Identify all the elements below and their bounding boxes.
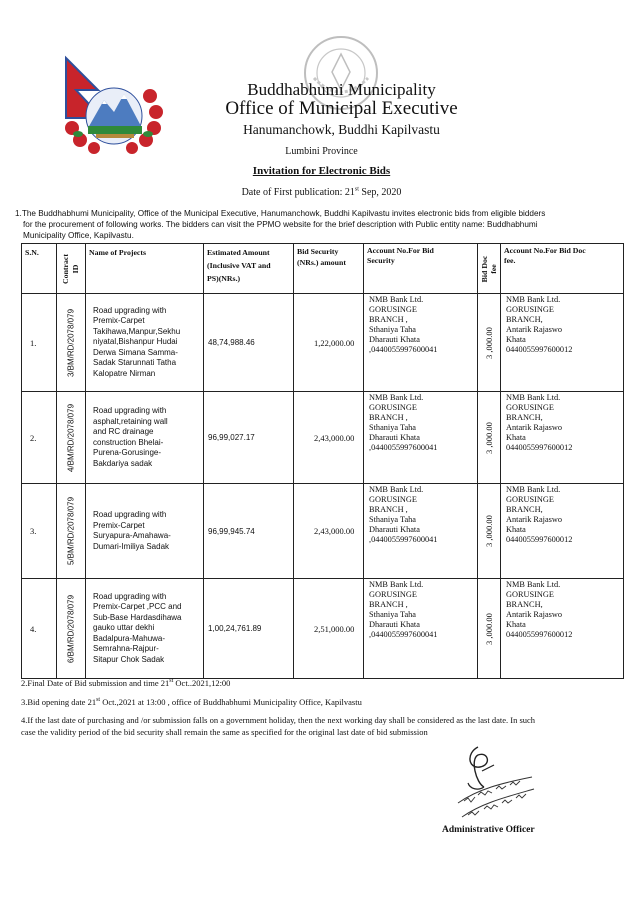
account-line: NMB Bank Ltd. <box>369 295 424 304</box>
header-doc-fee-line2: fee <box>489 263 498 274</box>
cell-project-name <box>86 294 204 392</box>
table-header-row <box>22 244 624 294</box>
intro-paragraph <box>15 208 627 241</box>
contract-id-text: 4/BM/RD/2078/079 <box>66 403 76 472</box>
project-name-line: gauko uttar dekhi <box>93 623 155 633</box>
intro-line-1: 1.The Buddhabhumi Municipality, Office of the Municipal Executive, Hanumanchowk, Buddhi Kapilvastu invites electronic bids from eligible bidders <box>15 209 546 218</box>
cell-account-doc-fee <box>501 294 624 392</box>
doc-account-line: BRANCH, <box>506 505 543 514</box>
project-name-line: Semrahna-Rajpur- <box>93 644 159 654</box>
doc-fee-text: 3 ,000.00 <box>484 421 494 454</box>
cell-sn: 2. <box>22 392 57 484</box>
doc-account-line: BRANCH, <box>506 600 543 609</box>
cell-account-bid-security <box>364 392 478 484</box>
doc-account-line: 0440055997600012 <box>506 630 573 639</box>
account-line: NMB Bank Ltd. <box>369 485 424 494</box>
header-security-line1: Bid Security <box>297 247 339 256</box>
header-account-bid-line1: Account No.For Bid <box>367 246 434 255</box>
project-name-line: Kalopatre Nirman <box>93 368 156 378</box>
project-name-line: Road upgrading with <box>93 406 167 415</box>
cell-bid-security: 2,51,000.00 <box>294 579 364 679</box>
note-final-submission-date <box>21 677 629 689</box>
header-estimated-amount <box>204 244 294 294</box>
doc-account-line: 0440055997600012 <box>506 535 573 544</box>
account-line: BRANCH , <box>369 505 408 514</box>
doc-account-line: GORUSINGE <box>506 590 554 599</box>
note-2-sup: st <box>96 697 101 704</box>
cell-bid-security: 2,43,000.00 <box>294 484 364 579</box>
account-line: BRANCH , <box>369 315 408 324</box>
account-line: ,0440055997600041 <box>369 535 438 544</box>
doc-account-line: NMB Bank Ltd. <box>506 580 561 589</box>
header-bid-security <box>294 244 364 294</box>
doc-account-line: BRANCH, <box>506 413 543 422</box>
project-name-line: Sub-Base Hardasdihawa <box>93 612 182 622</box>
header-security-line2: (NRs.) amount <box>297 258 346 267</box>
table-row <box>22 392 624 484</box>
doc-account-line: NMB Bank Ltd. <box>506 295 561 304</box>
account-line: NMB Bank Ltd. <box>369 393 424 402</box>
account-line: ,0440055997600041 <box>369 443 438 452</box>
doc-account-line: Antarik Rajaswo <box>506 423 562 432</box>
header-contract-id-line1: Contract <box>61 253 70 284</box>
project-name-line: Purena-Gorusinge- <box>93 448 162 457</box>
cell-bid-doc-fee <box>478 294 501 392</box>
header-sn: S.N. <box>22 244 57 294</box>
doc-account-line: Khata <box>506 620 526 629</box>
account-line: BRANCH , <box>369 600 408 609</box>
cell-contract-id <box>57 484 86 579</box>
account-line: BRANCH , <box>369 413 408 422</box>
account-line: GORUSINGE <box>369 495 417 504</box>
account-line: Sthaniya Taha <box>369 610 416 619</box>
account-line: Dharauti Khata <box>369 433 420 442</box>
cell-bid-doc-fee <box>478 484 501 579</box>
project-name-line: Badalpura-Mahuwa- <box>93 633 166 643</box>
header-estimated-line3: PS)(NRs.) <box>207 274 241 283</box>
project-name-line: construction Bhelai- <box>93 437 164 447</box>
project-name-line: Premix-Carpet <box>93 520 145 530</box>
cell-sn: 1. <box>22 294 57 392</box>
header-estimated-line2: (Inclusive VAT and <box>207 261 271 270</box>
account-line: ,0440055997600041 <box>369 345 438 354</box>
municipality-name: Buddhabhumi Municipality <box>247 80 436 99</box>
document-title: Invitation for Electronic Bids <box>252 165 391 177</box>
project-name-line: Road upgrading with <box>93 510 167 519</box>
doc-account-line: GORUSINGE <box>506 495 554 504</box>
project-name-line: Derwa Simana Samma- <box>93 347 178 357</box>
doc-account-line: GORUSINGE <box>506 403 554 412</box>
cell-contract-id <box>57 294 86 392</box>
account-line: ,0440055997600041 <box>369 630 438 639</box>
header-contract-id-line2: ID <box>71 264 80 273</box>
contract-id-text: 3/BM/RD/2078/079 <box>66 308 76 377</box>
doc-account-line: Antarik Rajaswo <box>506 515 562 524</box>
office-name: Office of Municipal Executive <box>225 98 458 119</box>
table-row <box>22 294 624 392</box>
doc-account-line: GORUSINGE <box>506 305 554 314</box>
doc-account-line: NMB Bank Ltd. <box>506 485 561 494</box>
publication-date-prefix: Date of First publication: 21 <box>241 187 355 198</box>
cell-contract-id <box>57 392 86 484</box>
header-projects: Name of Projects <box>86 244 204 294</box>
header-account-bid-security <box>364 244 478 294</box>
project-name-line: asphalt,retaining wall <box>93 416 168 426</box>
account-line: Dharauti Khata <box>369 620 420 629</box>
note-1-suffix: Oct..2021,12:00 <box>173 678 231 688</box>
intro-line-2: for the procurement of following works. The bidders can visit the PPMO website for the brief description with Public entity name: Buddhabhumi <box>23 220 538 229</box>
doc-account-line: BRANCH, <box>506 315 543 324</box>
note-1-prefix: 2.Final Date of Bid submission and time 21 <box>21 678 170 688</box>
account-line: Dharauti Khata <box>369 335 420 344</box>
project-name-line: Premix-Carpet ,PCC and <box>93 602 182 612</box>
note-1-sup: st <box>169 678 174 685</box>
note-2-prefix: 3.Bid opening date 21 <box>21 697 97 707</box>
cell-account-doc-fee <box>501 484 624 579</box>
signatory-title: Administrative Officer <box>442 825 535 835</box>
account-line: GORUSINGE <box>369 403 417 412</box>
table-row <box>22 484 624 579</box>
account-line: Sthaniya Taha <box>369 325 416 334</box>
cell-account-bid-security <box>364 294 478 392</box>
cell-project-name <box>86 392 204 484</box>
header-contract-id <box>57 244 86 294</box>
account-line: GORUSINGE <box>369 305 417 314</box>
cell-sn: 4. <box>22 579 57 679</box>
project-name-line: Takihawa,Manpur,Sekhu <box>93 326 181 336</box>
doc-account-line: 0440055997600012 <box>506 443 573 452</box>
account-line: Sthaniya Taha <box>369 423 416 432</box>
account-line: NMB Bank Ltd. <box>369 580 424 589</box>
project-name-line: Suryapura-Amahawa- <box>93 531 171 540</box>
header-estimated-line1: Estimated Amount <box>207 248 270 257</box>
cell-estimated-amount: 96,99,945.74 <box>204 484 294 579</box>
note-bid-opening-date <box>21 696 629 708</box>
publication-date-sup: st <box>354 186 359 193</box>
project-name-line: Road upgrading with <box>93 305 167 315</box>
publication-date <box>0 187 643 198</box>
contract-id-text: 6/BM/RD/2078/079 <box>66 594 76 663</box>
cell-sn: 3. <box>22 484 57 579</box>
doc-account-line: NMB Bank Ltd. <box>506 393 561 402</box>
header-account-doc-line1: Account No.For Bid Doc <box>504 246 586 255</box>
project-name-line: and RC drainage <box>93 427 154 436</box>
project-name-line: niyatal,Bishanpur Hudai <box>93 337 178 347</box>
doc-account-line: Khata <box>506 433 526 442</box>
doc-fee-text: 3 ,000.00 <box>484 515 494 547</box>
doc-account-line: Antarik Rajaswo <box>506 325 562 334</box>
project-name-line: Road upgrading with <box>93 591 167 601</box>
note-2-suffix: Oct.,2021 at 13:00 , office of Buddhabhumi Municipality Office, Kapilvastu <box>100 697 362 707</box>
doc-account-line: Khata <box>506 335 526 344</box>
cell-project-name <box>86 484 204 579</box>
doc-account-line: 0440055997600012 <box>506 345 573 354</box>
header-account-doc-line2: fee. <box>504 256 516 265</box>
account-line: GORUSINGE <box>369 590 417 599</box>
project-name-line: Premix-Carpet <box>93 316 145 326</box>
bids-table <box>21 243 624 679</box>
cell-account-doc-fee <box>501 392 624 484</box>
doc-account-line: Antarik Rajaswo <box>506 610 562 619</box>
header-doc-fee-line1: Bid Doc <box>480 255 489 282</box>
note-holiday-clause <box>21 714 629 738</box>
account-line: Sthaniya Taha <box>369 515 416 524</box>
cell-account-doc-fee <box>501 579 624 679</box>
cell-bid-security: 2,43,000.00 <box>294 392 364 484</box>
cell-project-name <box>86 579 204 679</box>
project-name-line: Dumari-Imiliya Sadak <box>93 541 170 551</box>
project-name-line: Sadak Starunnati Tatha <box>93 358 177 368</box>
cell-estimated-amount: 96,99,027.17 <box>204 392 294 484</box>
cell-bid-doc-fee <box>478 392 501 484</box>
cell-contract-id <box>57 579 86 679</box>
cell-estimated-amount: 1,00,24,761.89 <box>204 579 294 679</box>
publication-date-suffix: Sep, 2020 <box>358 187 402 198</box>
office-address: Hanumanchowk, Buddhi Kapilvastu <box>243 122 440 137</box>
header-account-bid-line2: Security <box>367 256 395 265</box>
province-name: Lumbini Province <box>285 146 358 157</box>
doc-account-line: Khata <box>506 525 526 534</box>
cell-bid-security: 1,22,000.00 <box>294 294 364 392</box>
contract-id-text: 5/BM/RD/2078/079 <box>66 496 76 566</box>
project-name-line: Bakdariya sadak <box>93 458 153 468</box>
note-3-line-1: 4.If the last date of purchasing and /or submission falls on a government holiday, then the next working day shall be considered as the last date. In such <box>21 715 536 725</box>
header-bid-doc-fee <box>478 244 501 294</box>
cell-estimated-amount: 48,74,988.46 <box>204 294 294 392</box>
cell-bid-doc-fee <box>478 579 501 679</box>
intro-line-3: Municipality Office, Kapilvastu. <box>23 231 134 240</box>
doc-fee-text: 3 ,000.00 <box>484 326 494 359</box>
cell-account-bid-security <box>364 579 478 679</box>
project-name-line: Sitapur Chok Sadak <box>93 654 165 664</box>
note-3-line-2: case the validity period of the bid security shall remain the same as specified for the original last date of bid submission <box>21 727 428 737</box>
doc-fee-text: 3 ,000.00 <box>484 612 494 645</box>
table-row <box>22 579 624 679</box>
cell-account-bid-security <box>364 484 478 579</box>
account-line: Dharauti Khata <box>369 525 420 534</box>
header-account-doc-fee <box>501 244 624 294</box>
officer-signature-with-seal <box>448 743 540 825</box>
